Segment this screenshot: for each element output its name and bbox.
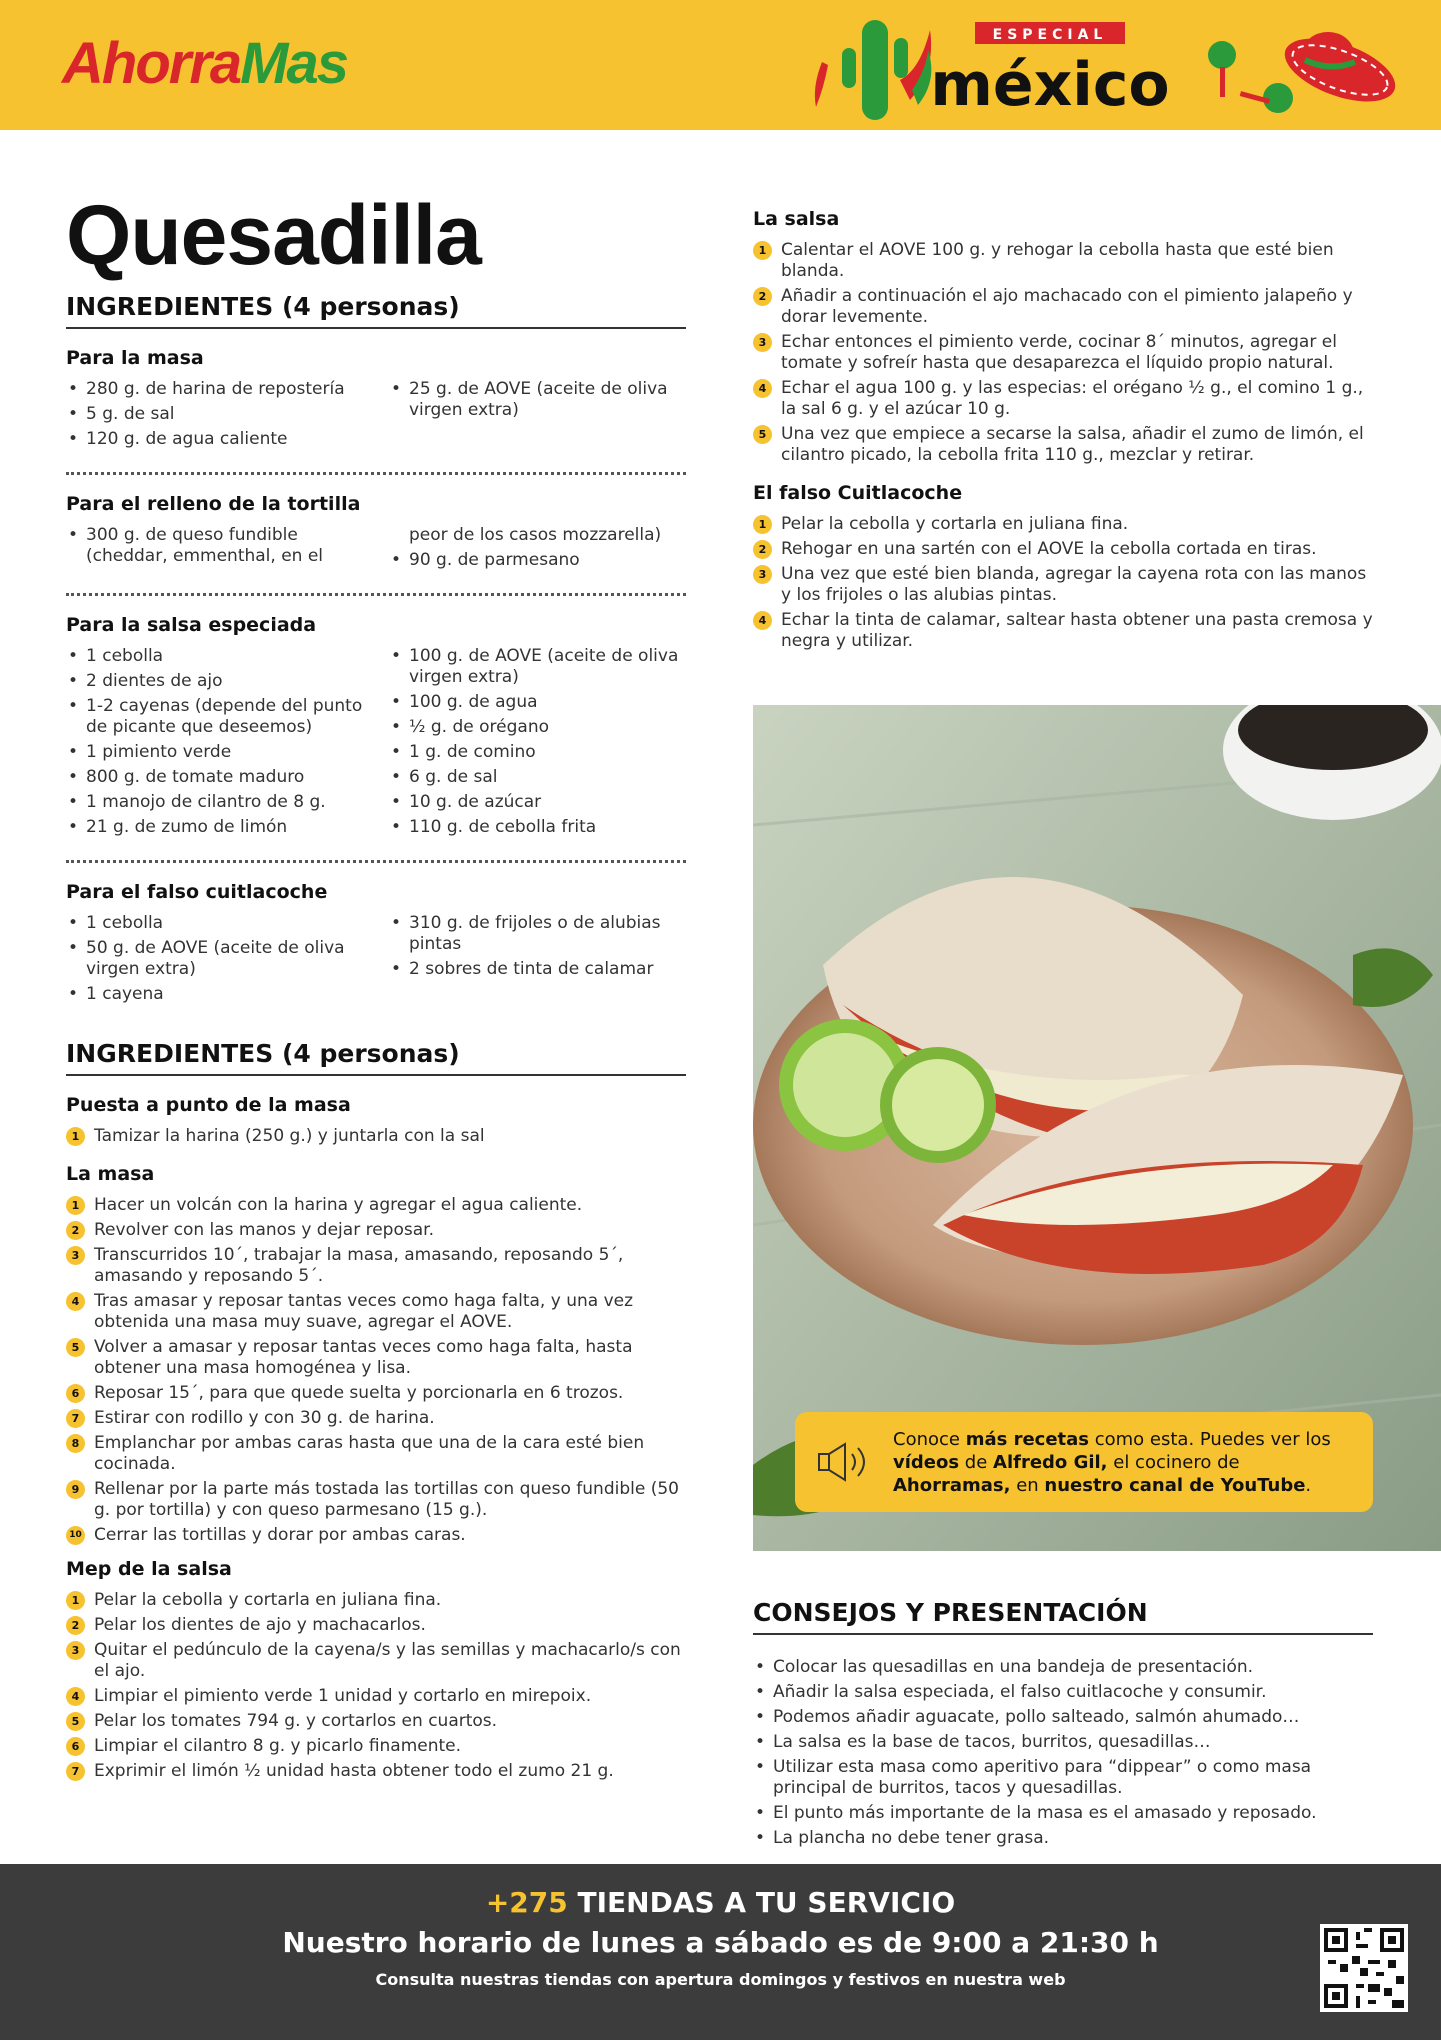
step-item: 3 Una vez que esté bien blanda, agregar la cayena rota con las manos y los frijoles o las alubias pintas. [753,564,1373,606]
ingredient-item: • 5 g. de sal [66,404,363,425]
consejos-section [753,1598,1373,1853]
step-item: 2 Rehogar en una sartén con el AOVE la cebolla cortada en tiras. [753,539,1373,560]
step-item: 4 Limpiar el pimiento verde 1 unidad y cortarlo en mirepoix. [66,1686,686,1707]
step-number-badge: 1 [753,515,772,534]
group-cuitlacoche-heading: Para el falso cuitlacoche [66,881,328,903]
step-item: 5 Pelar los tomates 794 g. y cortarlos en cuartos. [66,1711,686,1732]
step-number-badge: 1 [66,1127,85,1146]
step-item: 1 Tamizar la harina (250 g.) y juntarla con la sal [66,1126,686,1147]
group-relleno-list-right [389,550,686,571]
ingredient-item: • 1 g. de comino [389,742,686,763]
group-relleno-heading: Para el relleno de la tortilla [66,493,361,515]
step-number-badge: 5 [66,1712,85,1731]
section-cuitlacoche-heading: El falso Cuitlacoche [753,482,963,504]
step-item: 5 Una vez que empiece a secarse la salsa, añadir el zumo de limón, el cilantro picado, la cebolla frita 110 g., mezclar y retirar. [753,424,1373,466]
step-number-badge: 3 [753,333,772,352]
ingredient-item: • 110 g. de cebolla frita [389,817,686,838]
tip-item: • Añadir la salsa especiada, el falso cuitlacoche y consumir. [753,1682,1373,1703]
step-number-badge: 2 [753,287,772,306]
step-number-badge: 4 [66,1292,85,1311]
chili-icon [815,62,828,107]
speaker-icon [817,1442,869,1482]
ingredient-item: • 2 dientes de ajo [66,671,363,692]
step-number-badge: 4 [753,611,772,630]
tip-item: • Colocar las quesadillas en una bandeja de presentación. [753,1657,1373,1678]
step-number-badge: 8 [66,1434,85,1453]
especial-mexico-banner [800,10,1400,125]
step-item: 2 Revolver con las manos y dejar reposar. [66,1220,686,1241]
ingredient-item: • 1 manojo de cilantro de 8 g. [66,792,363,813]
left-column [66,190,686,1792]
section-salsa-steps [753,240,1373,466]
step-item: 3 Quitar el pedúnculo de la cayena/s y las semillas y machacarlo/s con el ajo. [66,1640,686,1682]
ingredient-item: • 10 g. de azúcar [389,792,686,813]
especial-label: ESPECIAL [992,27,1108,43]
step-number-badge: 3 [753,565,772,584]
right-column [753,208,1373,662]
group-masa-heading: Para la masa [66,347,204,369]
mexico-label: méxico [930,50,1170,120]
store-count: +275 [485,1886,568,1919]
section-mep-steps [66,1590,686,1782]
cta-text: Conoce más recetas como esta. Puedes ver los vídeos de Alfredo Gil, el cocinero de Ahorramas, en nuestro canal de YouTube. [893,1429,1331,1496]
step-number-badge: 5 [66,1338,85,1357]
tip-item: • El punto más importante de la masa es el amasado y reposado. [753,1803,1373,1824]
step-number-badge: 4 [66,1687,85,1706]
ingredient-item: • 300 g. de queso fundible (cheddar, emmenthal, en el [66,525,363,567]
step-item: 1 Pelar la cebolla y cortarla en juliana fina. [753,514,1373,535]
step-number-badge: 1 [66,1196,85,1215]
group-masa-list-left [66,379,363,454]
group-relleno-list-left [66,525,363,575]
step-item: 7 Estirar con rodillo y con 30 g. de harina. [66,1408,686,1429]
section-puesta-steps [66,1126,686,1147]
step-number-badge: 10 [66,1526,85,1545]
section-puesta-heading: Puesta a punto de la masa [66,1094,351,1116]
ingredient-item: • 280 g. de harina de repostería [66,379,363,400]
step-number-badge: 1 [66,1591,85,1610]
maracas-icon [1208,41,1293,113]
step-number-badge: 3 [66,1246,85,1265]
tip-item: • Podemos añadir aguacate, pollo salteado, salmón ahumado… [753,1707,1373,1728]
group-salsa-list-right [389,646,686,842]
ingredient-item: • 1 cebolla [66,913,363,934]
tip-item: • La salsa es la base de tacos, burritos, quesadillas… [753,1732,1373,1753]
step-item: 4 Echar la tinta de calamar, saltear hasta obtener una pasta cremosa y negra y utilizar. [753,610,1373,652]
section-masa-steps [66,1195,686,1546]
ahorramas-logo[interactable] [62,30,347,97]
ingredient-item: • 25 g. de AOVE (aceite de oliva virgen extra) [389,379,686,421]
step-item: 4 Tras amasar y reposar tantas veces como haga falta, y una vez obtenida una masa muy suave, agregar el AOVE. [66,1291,686,1333]
step-number-badge: 2 [753,540,772,559]
header-bar [0,0,1441,130]
group-cuitlacoche-list-left [66,913,363,1009]
ingredient-item: • 2 sobres de tinta de calamar [389,959,686,980]
ingredient-item: • 6 g. de sal [389,767,686,788]
step-number-badge: 6 [66,1737,85,1756]
ingredient-item: • 800 g. de tomate maduro [66,767,363,788]
ingredient-item: • ½ g. de orégano [389,717,686,738]
recipe-title: Quesadilla [66,188,481,282]
group-cuitlacoche-list-right [389,913,686,1009]
ingredient-item: • 1 cebolla [66,646,363,667]
logo-part-mas: Mas [240,31,347,96]
step-number-badge: 7 [66,1409,85,1428]
ingredients-heading: INGREDIENTES (4 personas) [66,292,686,329]
step-item: 3 Transcurridos 10´, trabajar la masa, amasando, reposando 5´, amasando y reposando 5´. [66,1245,686,1287]
footer-stores-line: +275 TIENDAS A TU SERVICIO [485,1886,956,1919]
step-item: 9 Rellenar por la parte más tostada las tortillas con queso fundible (50 g. por tortilla) y con queso parmesano (15 g.). [66,1479,686,1521]
consejos-list [753,1657,1373,1849]
ingredient-item: • 90 g. de parmesano [389,550,686,571]
footer-hours-line: Nuestro horario de lunes a sábado es de 9:00 a 21:30 h [282,1926,1159,1959]
tip-item: • Utilizar esta masa como aperitivo para “dippear” o como masa principal de burritos, tacos y quesadillas. [753,1757,1373,1799]
step-item: 10 Cerrar las tortillas y dorar por ambas caras. [66,1525,686,1546]
step-item: 7 Exprimir el limón ½ unidad hasta obtener todo el zumo 21 g. [66,1761,686,1782]
section-mep-heading: Mep de la salsa [66,1558,232,1580]
section-cuitlacoche-steps [753,514,1373,652]
step-item: 8 Emplanchar por ambas caras hasta que una de la cara esté bien cocinada. [66,1433,686,1475]
ingredient-item: • 1 pimiento verde [66,742,363,763]
step-item: 1 Calentar el AOVE 100 g. y rehogar la cebolla hasta que esté bien blanda. [753,240,1373,282]
group-salsa-heading: Para la salsa especiada [66,614,317,636]
section-salsa-heading: La salsa [753,208,840,230]
ingredient-item: • 50 g. de AOVE (aceite de oliva virgen extra) [66,938,363,980]
section-masa-heading: La masa [66,1163,155,1185]
ingredient-item: • 1-2 cayenas (depende del punto de picante que deseemos) [66,696,363,738]
ingredient-item: • 1 cayena [66,984,363,1005]
step-number-badge: 7 [66,1762,85,1781]
step-item: 2 Añadir a continuación el ajo machacado con el pimiento jalapeño y dorar levemente. [753,286,1373,328]
preparation-heading: INGREDIENTES (4 personas) [66,1039,686,1076]
step-number-badge: 1 [753,241,772,260]
step-item: 3 Echar entonces el pimiento verde, cocinar 8´ minutos, agregar el tomate y sofreír hasta que desaparezca el líquido propio natural. [753,332,1373,374]
step-number-badge: 2 [66,1221,85,1240]
step-item: 2 Pelar los dientes de ajo y machacarlos. [66,1615,686,1636]
ingredient-item: • 310 g. de frijoles o de alubias pintas [389,913,686,955]
step-number-badge: 3 [66,1641,85,1660]
step-item: 6 Limpiar el cilantro 8 g. y picarlo finamente. [66,1736,686,1757]
sombrero-icon [1277,26,1400,115]
group-salsa-list-left [66,646,363,842]
step-number-badge: 9 [66,1480,85,1499]
consejos-heading: CONSEJOS Y PRESENTACIÓN [753,1598,1373,1635]
step-item: 4 Echar el agua 100 g. y las especias: el orégano ½ g., el comino 1 g., la sal 6 g. y el azúcar 10 g. [753,378,1373,420]
ingredient-item: • 100 g. de agua [389,692,686,713]
logo-part-ahorra: Ahorra [62,31,241,96]
dotted-divider [66,860,686,863]
qr-code-icon[interactable] [1320,1924,1408,2012]
step-number-badge: 6 [66,1384,85,1403]
step-number-badge: 5 [753,425,772,444]
footer-bar [0,1864,1441,2040]
dotted-divider [66,472,686,475]
footer-web-line[interactable]: Consulta nuestras tiendas con apertura domingos y festivos en nuestra web [375,1970,1066,1989]
ingredient-item: • 120 g. de agua caliente [66,429,363,450]
step-item: 5 Volver a amasar y reposar tantas veces como haga falta, hasta obtener una masa homogénea y lisa. [66,1337,686,1379]
ingredient-item: • 21 g. de zumo de limón [66,817,363,838]
step-item: 6 Reposar 15´, para que quede suelta y porcionarla en 6 trozos. [66,1383,686,1404]
step-number-badge: 2 [66,1616,85,1635]
ingredient-continuation: peor de los casos mozzarella) [409,525,662,545]
tip-item: • La plancha no debe tener grasa. [753,1828,1373,1849]
cactus-icon [842,20,931,120]
step-item: 1 Pelar la cebolla y cortarla en juliana fina. [66,1590,686,1611]
group-masa-list-right [389,379,686,454]
step-item: 1 Hacer un volcán con la harina y agregar el agua caliente. [66,1195,686,1216]
step-number-badge: 4 [753,379,772,398]
youtube-cta-box[interactable] [795,1412,1373,1512]
ingredient-item: • 100 g. de AOVE (aceite de oliva virgen extra) [389,646,686,688]
dotted-divider [66,593,686,596]
